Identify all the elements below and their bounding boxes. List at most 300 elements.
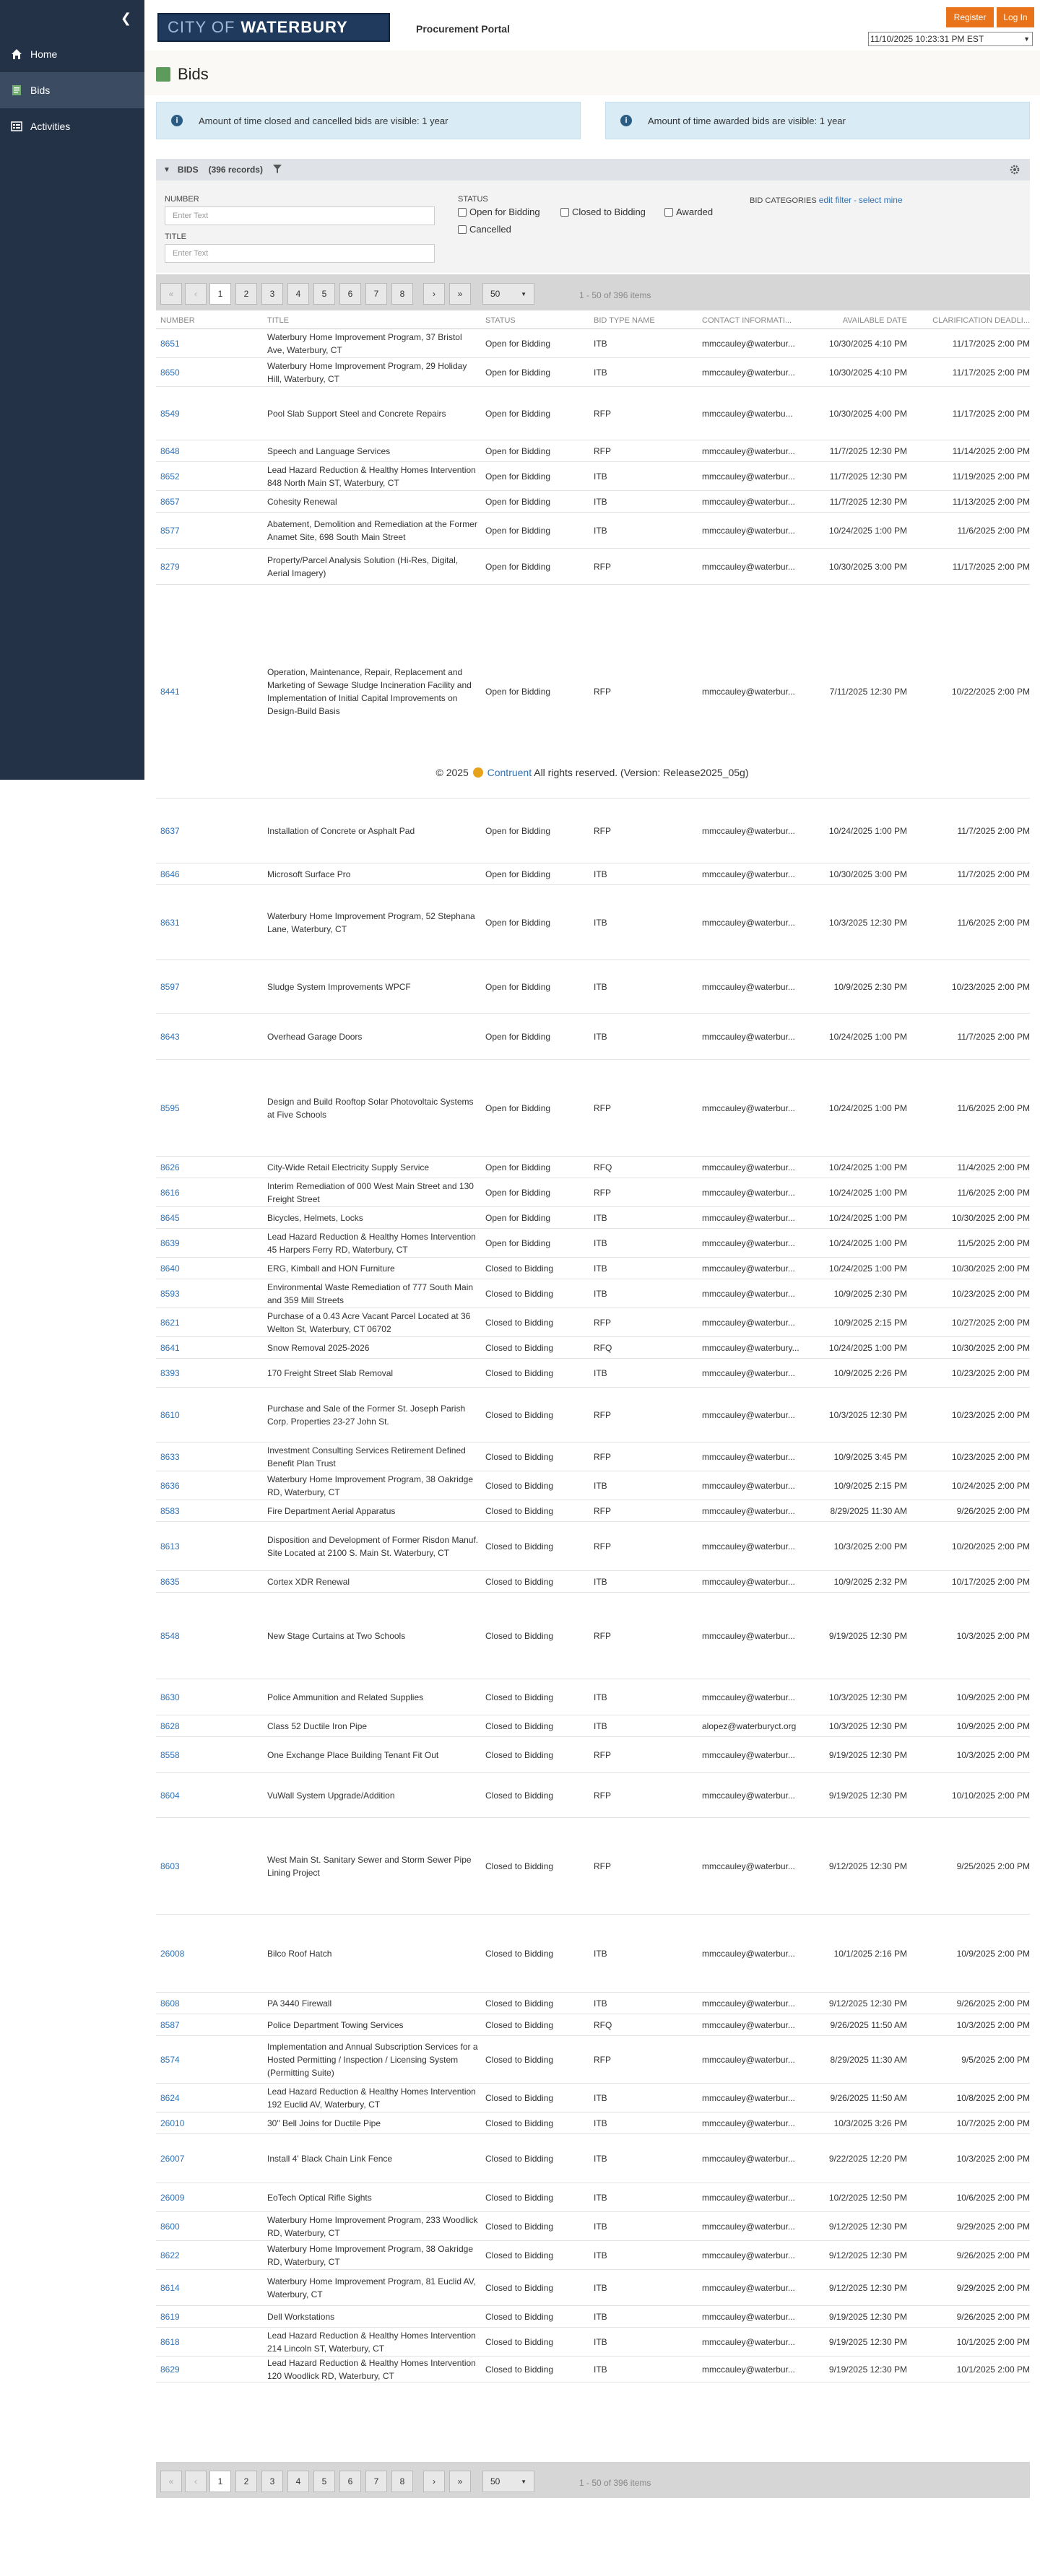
header (144, 0, 1040, 51)
bid-contact: mmccauley@waterbur... (702, 825, 795, 836)
table-row[interactable] (156, 863, 1030, 885)
pager-page-1[interactable]: 1 (209, 283, 231, 305)
bid-status: Closed to Bidding (485, 1263, 554, 1274)
bid-clarification-deadline: 10/17/2025 2:00 PM (951, 1576, 1030, 1587)
table-row[interactable] (156, 885, 1030, 960)
table-row[interactable] (156, 1715, 1030, 1737)
page-size-value: 50 (490, 2476, 500, 2486)
column-header-clarification[interactable]: CLARIFICATION DEADLI... (932, 316, 1030, 325)
bid-available-date: 9/19/2025 12:30 PM (828, 2364, 907, 2375)
status-label: STATUS (458, 195, 488, 204)
bid-title: Purchase of a 0.43 Acre Vacant Parcel Located at 36 Welton St, Waterbury, CT 06702 (267, 1310, 471, 1334)
bid-available-date: 10/24/2025 1:00 PM (828, 1102, 907, 1113)
bid-clarification-deadline: 9/25/2025 2:00 PM (956, 1861, 1030, 1871)
table-row[interactable] (156, 387, 1030, 440)
bid-type: RFP (594, 1749, 611, 1760)
bid-type: ITB (594, 525, 607, 536)
table-row[interactable] (156, 1500, 1030, 1522)
table-row[interactable] (156, 2306, 1030, 2328)
bid-contact: mmccauley@waterbur... (702, 1102, 795, 1113)
table-row[interactable] (156, 1571, 1030, 1593)
contruent-link[interactable]: Contruent (487, 767, 532, 778)
bid-status: Closed to Bidding (485, 1367, 554, 1378)
table-row[interactable] (156, 1679, 1030, 1715)
bid-status: Closed to Bidding (485, 1948, 554, 1959)
table-row[interactable] (156, 799, 1030, 863)
table-row[interactable] (156, 329, 1030, 358)
bid-number-link[interactable]: 8643 (160, 1031, 180, 1042)
page-size-select[interactable] (482, 283, 534, 305)
link-separator: - (854, 196, 857, 205)
bid-number-link[interactable]: 8608 (160, 1998, 180, 2009)
bid-number-link[interactable]: 8624 (160, 2092, 180, 2103)
bids-icon (10, 84, 23, 97)
pager-page-6[interactable]: 6 (339, 283, 361, 305)
bid-number-link[interactable]: 8614 (160, 2282, 180, 2293)
bid-title: Snow Removal 2025-2026 (267, 1342, 370, 1353)
bid-clarification-deadline: 9/29/2025 2:00 PM (956, 2282, 1030, 2293)
bid-status: Closed to Bidding (485, 2054, 554, 2065)
column-header-title[interactable]: TITLE (267, 316, 289, 325)
table-row[interactable] (156, 2036, 1030, 2084)
table-row[interactable] (156, 1157, 1030, 1178)
bid-title: Installation of Concrete or Asphalt Pad (267, 825, 415, 836)
pager-first-button[interactable]: « (160, 2471, 182, 2492)
sidebar-item-activities[interactable] (0, 108, 144, 144)
bid-number-link[interactable]: 8610 (160, 1409, 180, 1420)
table-row[interactable] (156, 1818, 1030, 1915)
bid-number-link[interactable]: 8597 (160, 981, 180, 992)
bid-number-link[interactable]: 8613 (160, 1541, 180, 1552)
timezone-select[interactable] (868, 32, 1033, 46)
table-row[interactable] (156, 462, 1030, 491)
bid-status: Open for Bidding (485, 917, 551, 928)
bid-number-link[interactable]: 8645 (160, 1212, 180, 1223)
bid-clarification-deadline: 11/17/2025 2:00 PM (952, 408, 1030, 419)
pager-page-6[interactable]: 6 (339, 2471, 361, 2492)
filter-icon[interactable] (273, 165, 282, 175)
bids-panel-header (156, 159, 1030, 180)
bid-contact: mmccauley@waterbur... (702, 1948, 795, 1959)
status-awarded-checkbox[interactable] (664, 206, 713, 217)
bid-title: West Main St. Sanitary Sewer and Storm Sewer Pipe Lining Project (267, 1854, 472, 1878)
checkbox-box[interactable] (664, 208, 673, 217)
bid-number-link[interactable]: 8639 (160, 1237, 180, 1248)
pager-page-7[interactable]: 7 (365, 2471, 387, 2492)
bid-title: Microsoft Surface Pro (267, 869, 351, 879)
status-cancelled-checkbox[interactable] (458, 224, 511, 235)
table-row[interactable] (156, 2328, 1030, 2357)
table-row[interactable] (156, 2134, 1030, 2183)
bid-type: ITB (594, 2364, 607, 2375)
bid-number-link[interactable]: 8593 (160, 1288, 180, 1299)
bid-available-date: 10/2/2025 12:50 PM (828, 2192, 907, 2203)
bid-available-date: 10/30/2025 4:10 PM (828, 367, 907, 378)
bid-type: ITB (594, 367, 607, 378)
page-title-band (144, 51, 1040, 95)
bid-title: Lead Hazard Reduction & Healthy Homes Intervention 214 Lincoln ST, Waterbury, CT (267, 2330, 476, 2354)
bid-number-link[interactable]: 8603 (160, 1861, 180, 1871)
bid-number-link[interactable]: 8618 (160, 2336, 180, 2347)
bid-type: RFP (594, 1861, 611, 1871)
bid-contact: mmccauley@waterbury... (702, 1342, 800, 1353)
register-button[interactable]: Register (946, 7, 994, 27)
table-row[interactable] (156, 1359, 1030, 1388)
bid-number-link[interactable]: 8621 (160, 1317, 180, 1328)
table-row[interactable] (156, 491, 1030, 513)
sidebar-item-label: Activities (30, 121, 71, 132)
bid-number-link[interactable]: 8622 (160, 2250, 180, 2260)
table-row[interactable] (156, 358, 1030, 387)
bid-contact: mmccauley@waterbur... (702, 1861, 795, 1871)
table-row[interactable] (156, 1229, 1030, 1258)
column-header-available-date[interactable]: AVAILABLE DATE (842, 316, 907, 325)
table-row[interactable] (156, 549, 1030, 585)
column-header-number[interactable]: NUMBER (160, 316, 195, 325)
bid-status: Closed to Bidding (485, 1451, 554, 1462)
pager-page-8[interactable]: 8 (391, 2471, 413, 2492)
bid-available-date: 10/24/2025 1:00 PM (828, 1342, 907, 1353)
bid-title: One Exchange Place Building Tenant Fit Out (267, 1749, 439, 1760)
pager-prev-button[interactable]: ‹ (185, 283, 207, 305)
table-row[interactable] (156, 1773, 1030, 1818)
bid-number-link[interactable]: 8616 (160, 1187, 180, 1198)
bid-clarification-deadline: 10/1/2025 2:00 PM (956, 2364, 1030, 2375)
pager-page-7[interactable]: 7 (365, 283, 387, 305)
bid-type: RFP (594, 1790, 611, 1801)
copyright-prefix: © 2025 (436, 767, 469, 778)
bid-status: Closed to Bidding (485, 1541, 554, 1552)
sidebar-item-label: Home (30, 48, 58, 60)
bid-number-link[interactable]: 8636 (160, 1480, 180, 1491)
pager-page-5[interactable]: 5 (313, 283, 335, 305)
bid-number-link[interactable]: 26008 (160, 1948, 185, 1959)
info-box-awarded (605, 102, 1030, 139)
bid-status: Closed to Bidding (485, 1790, 554, 1801)
bid-title: Waterbury Home Improvement Program, 37 Bristol Ave, Waterbury, CT (267, 331, 462, 355)
bid-clarification-deadline: 9/29/2025 2:00 PM (956, 2221, 1030, 2232)
select-mine-link[interactable]: select mine (858, 195, 903, 205)
bid-number-link[interactable]: 8629 (160, 2364, 180, 2375)
table-row[interactable] (156, 2084, 1030, 2112)
bid-type: ITB (594, 869, 607, 879)
column-header-contact[interactable]: CONTACT INFORMATI... (702, 316, 792, 325)
login-button[interactable]: Log In (997, 7, 1034, 27)
table-row[interactable] (156, 1308, 1030, 1337)
info-text: Amount of time closed and cancelled bids are visible: 1 year (199, 115, 448, 126)
bid-status: Open for Bidding (485, 1162, 551, 1172)
table-row[interactable] (156, 1443, 1030, 1471)
table-row[interactable] (156, 2357, 1030, 2383)
bid-contact: mmccauley@waterbur... (702, 338, 795, 349)
bid-contact: mmccauley@waterbur... (702, 1451, 795, 1462)
bid-clarification-deadline: 11/19/2025 2:00 PM (952, 471, 1030, 482)
bid-contact: mmccauley@waterbur... (702, 1480, 795, 1491)
bid-contact: mmccauley@waterbur... (702, 869, 795, 879)
bid-clarification-deadline: 11/7/2025 2:00 PM (957, 1031, 1030, 1042)
bid-status: Open for Bidding (485, 1102, 551, 1113)
bid-contact: mmccauley@waterbur... (702, 1692, 795, 1702)
bid-contact: mmccauley@waterbur... (702, 1576, 795, 1587)
bid-contact: mmccauley@waterbur... (702, 1237, 795, 1248)
table-row[interactable] (156, 1471, 1030, 1500)
bid-available-date: 10/9/2025 2:26 PM (833, 1367, 907, 1378)
bid-type: ITB (594, 471, 607, 482)
table-row[interactable] (156, 1593, 1030, 1679)
bid-title: Pool Slab Support Steel and Concrete Repairs (267, 408, 446, 419)
bid-number-link[interactable]: 8657 (160, 496, 180, 507)
table-row[interactable] (156, 2241, 1030, 2270)
table-row[interactable] (156, 2270, 1030, 2306)
bid-title: Investment Consulting Services Retirement Defined Benefit Plan Trust (267, 1445, 466, 1468)
bid-type: ITB (594, 2336, 607, 2347)
bid-number-link[interactable]: 8633 (160, 1451, 180, 1462)
edit-filter-link[interactable]: edit filter (818, 195, 852, 205)
status-closed-checkbox[interactable] (560, 206, 646, 217)
bid-number-link[interactable]: 8600 (160, 2221, 180, 2232)
checkbox-box[interactable] (458, 225, 467, 234)
bid-status: Open for Bidding (485, 1031, 551, 1042)
bid-type: RFP (594, 1187, 611, 1198)
bid-available-date: 10/9/2025 2:15 PM (833, 1317, 907, 1328)
pager-last-button[interactable]: » (449, 2471, 471, 2492)
bid-number-link[interactable]: 8637 (160, 825, 180, 836)
bid-contact: mmccauley@waterbu... (702, 408, 793, 419)
table-row[interactable] (156, 513, 1030, 549)
bid-number-link[interactable]: 8577 (160, 525, 180, 536)
bid-available-date: 10/9/2025 3:45 PM (833, 1451, 907, 1462)
bid-status: Closed to Bidding (485, 1505, 554, 1516)
bid-number-link[interactable]: 8604 (160, 1790, 180, 1801)
table-row[interactable] (156, 440, 1030, 462)
sidebar-item-bids[interactable] (0, 72, 144, 108)
bid-status: Closed to Bidding (485, 2250, 554, 2260)
pager-page-2[interactable]: 2 (235, 2471, 257, 2492)
pager-page-8[interactable]: 8 (391, 283, 413, 305)
copyright-suffix: All rights reserved. (Version: Release2025_05g) (534, 767, 749, 778)
bid-categories (750, 195, 903, 205)
table-row[interactable] (156, 2112, 1030, 2134)
bid-type: ITB (594, 2118, 607, 2128)
table-row[interactable] (156, 1060, 1030, 1157)
bid-clarification-deadline: 10/23/2025 2:00 PM (951, 981, 1030, 992)
bid-contact: mmccauley@waterbur... (702, 2118, 795, 2128)
bid-number-link[interactable]: 8619 (160, 2311, 180, 2322)
bid-title: Operation, Maintenance, Repair, Replacement and Marketing of Sewage Sludge Incineration Facility and Implementation of Initial Capital Improvements on Design-Build Basis (267, 666, 472, 716)
checkbox-box[interactable] (458, 208, 467, 217)
bid-number-link[interactable]: 8635 (160, 1576, 180, 1587)
bid-type: ITB (594, 1263, 607, 1274)
info-box-closed (156, 102, 581, 139)
table-row[interactable] (156, 1388, 1030, 1443)
pager-last-button[interactable]: » (449, 283, 471, 305)
title-input[interactable]: Enter Text (165, 244, 435, 263)
bid-number-link[interactable]: 8279 (160, 561, 180, 572)
bid-available-date: 9/12/2025 12:30 PM (828, 1861, 907, 1871)
bid-title: Bilco Roof Hatch (267, 1948, 332, 1959)
bid-type: RFP (594, 1541, 611, 1552)
bid-number-link[interactable]: 8583 (160, 1505, 180, 1516)
bid-number-link[interactable]: 8641 (160, 1342, 180, 1353)
bid-number-link[interactable]: 8651 (160, 338, 180, 349)
bid-status: Closed to Bidding (485, 1692, 554, 1702)
bid-clarification-deadline: 9/26/2025 2:00 PM (956, 1505, 1030, 1516)
bid-clarification-deadline: 11/6/2025 2:00 PM (957, 1187, 1030, 1198)
bid-number-link[interactable]: 8652 (160, 471, 180, 482)
bid-available-date: 10/1/2025 2:16 PM (833, 1948, 907, 1959)
bid-status: Open for Bidding (485, 367, 551, 378)
table-row[interactable] (156, 1207, 1030, 1229)
table-row[interactable] (156, 2014, 1030, 2036)
checkbox-box[interactable] (560, 208, 569, 217)
pager-next-button[interactable]: › (423, 283, 445, 305)
pager-info: 1 - 50 of 396 items (579, 290, 651, 300)
bid-available-date: 10/24/2025 1:00 PM (828, 825, 907, 836)
timezone-value: 11/10/2025 10:23:31 PM EST (870, 34, 984, 44)
pager-page-1[interactable]: 1 (209, 2471, 231, 2492)
bid-number-link[interactable]: 26009 (160, 2192, 185, 2203)
bid-available-date: 11/7/2025 12:30 PM (829, 471, 907, 482)
bid-type: RFP (594, 2054, 611, 2065)
bid-clarification-deadline: 11/7/2025 2:00 PM (957, 869, 1030, 879)
bid-number-link[interactable]: 8558 (160, 1749, 180, 1760)
bid-clarification-deadline: 10/8/2025 2:00 PM (956, 2092, 1030, 2103)
bid-contact: mmccauley@waterbur... (702, 917, 795, 928)
bid-type: ITB (594, 1720, 607, 1731)
sidebar-item-home[interactable] (0, 36, 144, 72)
table-row[interactable] (156, 1915, 1030, 1993)
bid-number-link[interactable]: 8630 (160, 1692, 180, 1702)
bid-contact: mmccauley@waterbur... (702, 1367, 795, 1378)
bid-contact: mmccauley@waterbur... (702, 1187, 795, 1198)
bid-title: Dell Workstations (267, 2311, 335, 2322)
table-row[interactable] (156, 960, 1030, 1014)
table-row[interactable] (156, 1737, 1030, 1773)
bid-status: Closed to Bidding (485, 1288, 554, 1299)
bid-available-date: 10/3/2025 12:30 PM (828, 1409, 907, 1420)
bid-status: Closed to Bidding (485, 1409, 554, 1420)
table-row[interactable] (156, 1522, 1030, 1571)
collapse-sidebar-button[interactable] (0, 0, 144, 36)
column-header-status[interactable]: STATUS (485, 316, 516, 325)
bid-clarification-deadline: 10/9/2025 2:00 PM (956, 1720, 1030, 1731)
chevron-down-icon[interactable]: ▼ (163, 165, 170, 174)
bid-available-date: 10/3/2025 12:30 PM (828, 917, 907, 928)
bid-clarification-deadline: 10/22/2025 2:00 PM (951, 686, 1030, 697)
bid-status: Open for Bidding (485, 1212, 551, 1223)
table-row[interactable] (156, 1337, 1030, 1359)
bid-number-link[interactable]: 8587 (160, 2019, 180, 2030)
bid-status: Open for Bidding (485, 525, 551, 536)
bid-number-link[interactable]: 8595 (160, 1102, 180, 1113)
bid-clarification-deadline: 10/10/2025 2:00 PM (951, 1790, 1030, 1801)
pager-page-4[interactable]: 4 (287, 2471, 309, 2492)
pager-first-button[interactable]: « (160, 283, 182, 305)
bid-available-date: 9/12/2025 12:30 PM (828, 1998, 907, 2009)
bid-available-date: 10/9/2025 2:32 PM (833, 1576, 907, 1587)
bid-number-link[interactable]: 8628 (160, 1720, 180, 1731)
page-size-select[interactable] (482, 2471, 534, 2492)
bid-contact: alopez@waterburyct.org (702, 1720, 797, 1731)
bid-available-date: 9/19/2025 12:30 PM (828, 2336, 907, 2347)
table-row[interactable] (156, 1258, 1030, 1279)
pager-page-3[interactable]: 3 (261, 283, 283, 305)
bid-contact: mmccauley@waterbur... (702, 1263, 795, 1274)
bid-status: Open for Bidding (485, 981, 551, 992)
pager-next-button[interactable]: › (423, 2471, 445, 2492)
table-row[interactable] (156, 2183, 1030, 2212)
checkbox-label: Closed to Bidding (572, 206, 646, 217)
bid-type: ITB (594, 1998, 607, 2009)
bid-available-date: 9/19/2025 12:30 PM (828, 2311, 907, 2322)
bid-type: RFP (594, 1505, 611, 1516)
table-row[interactable] (156, 1014, 1030, 1060)
bid-clarification-deadline: 10/30/2025 2:00 PM (951, 1263, 1030, 1274)
bid-available-date: 9/19/2025 12:30 PM (828, 1630, 907, 1641)
bid-number-link[interactable]: 8650 (160, 367, 180, 378)
bid-number-link[interactable]: 8548 (160, 1630, 180, 1641)
bid-title: Lead Hazard Reduction & Healthy Homes Intervention 45 Harpers Ferry RD, Waterbury, CT (267, 1231, 476, 1255)
bid-number-link[interactable]: 8648 (160, 445, 180, 456)
gear-icon[interactable] (1010, 165, 1020, 177)
bid-status: Open for Bidding (485, 869, 551, 879)
bid-number-link[interactable]: 8574 (160, 2054, 180, 2065)
table-row[interactable] (156, 1279, 1030, 1308)
bid-number-link[interactable]: 26010 (160, 2118, 185, 2128)
city-logo[interactable] (157, 13, 390, 42)
bid-number-link[interactable]: 8631 (160, 917, 180, 928)
bid-contact: mmccauley@waterbur... (702, 2092, 795, 2103)
table-row[interactable] (156, 1993, 1030, 2014)
bid-number-link[interactable]: 8646 (160, 869, 180, 879)
pager-page-2[interactable]: 2 (235, 283, 257, 305)
bid-number-link[interactable]: 8441 (160, 686, 180, 697)
pager-page-3[interactable]: 3 (261, 2471, 283, 2492)
pager-page-4[interactable]: 4 (287, 283, 309, 305)
bid-type: RFP (594, 1409, 611, 1420)
table-row[interactable] (156, 2212, 1030, 2241)
bid-clarification-deadline: 11/13/2025 2:00 PM (952, 496, 1030, 507)
bid-status: Open for Bidding (485, 825, 551, 836)
pager-page-5[interactable]: 5 (313, 2471, 335, 2492)
column-header-bid-type[interactable]: BID TYPE NAME (594, 316, 655, 325)
bid-status: Open for Bidding (485, 471, 551, 482)
bid-clarification-deadline: 11/17/2025 2:00 PM (952, 338, 1030, 349)
status-open-checkbox[interactable] (458, 206, 540, 217)
bids-icon (156, 67, 170, 82)
footer (144, 767, 1040, 778)
number-input[interactable]: Enter Text (165, 206, 435, 225)
bid-number-link[interactable]: 8393 (160, 1367, 180, 1378)
bid-status: Closed to Bidding (485, 1998, 554, 2009)
bid-number-link[interactable]: 26007 (160, 2153, 185, 2164)
bid-title: Police Department Towing Services (267, 2019, 404, 2030)
bid-type: ITB (594, 1367, 607, 1378)
bid-contact: mmccauley@waterbur... (702, 2192, 795, 2203)
bid-number-link[interactable]: 8640 (160, 1263, 180, 1274)
bid-title: Lead Hazard Reduction & Healthy Homes Intervention 848 North Main ST, Waterbury, CT (267, 464, 476, 488)
pager-prev-button[interactable]: ‹ (185, 2471, 207, 2492)
bid-number-link[interactable]: 8549 (160, 408, 180, 419)
bid-clarification-deadline: 10/3/2025 2:00 PM (956, 2153, 1030, 2164)
bid-clarification-deadline: 10/30/2025 2:00 PM (951, 1342, 1030, 1353)
bid-contact: mmccauley@waterbur... (702, 1505, 795, 1516)
table-row[interactable] (156, 1178, 1030, 1207)
bid-available-date: 10/24/2025 1:00 PM (828, 1187, 907, 1198)
bid-status: Open for Bidding (485, 1187, 551, 1198)
bid-number-link[interactable]: 8626 (160, 1162, 180, 1172)
bid-title: Police Ammunition and Related Supplies (267, 1692, 424, 1702)
